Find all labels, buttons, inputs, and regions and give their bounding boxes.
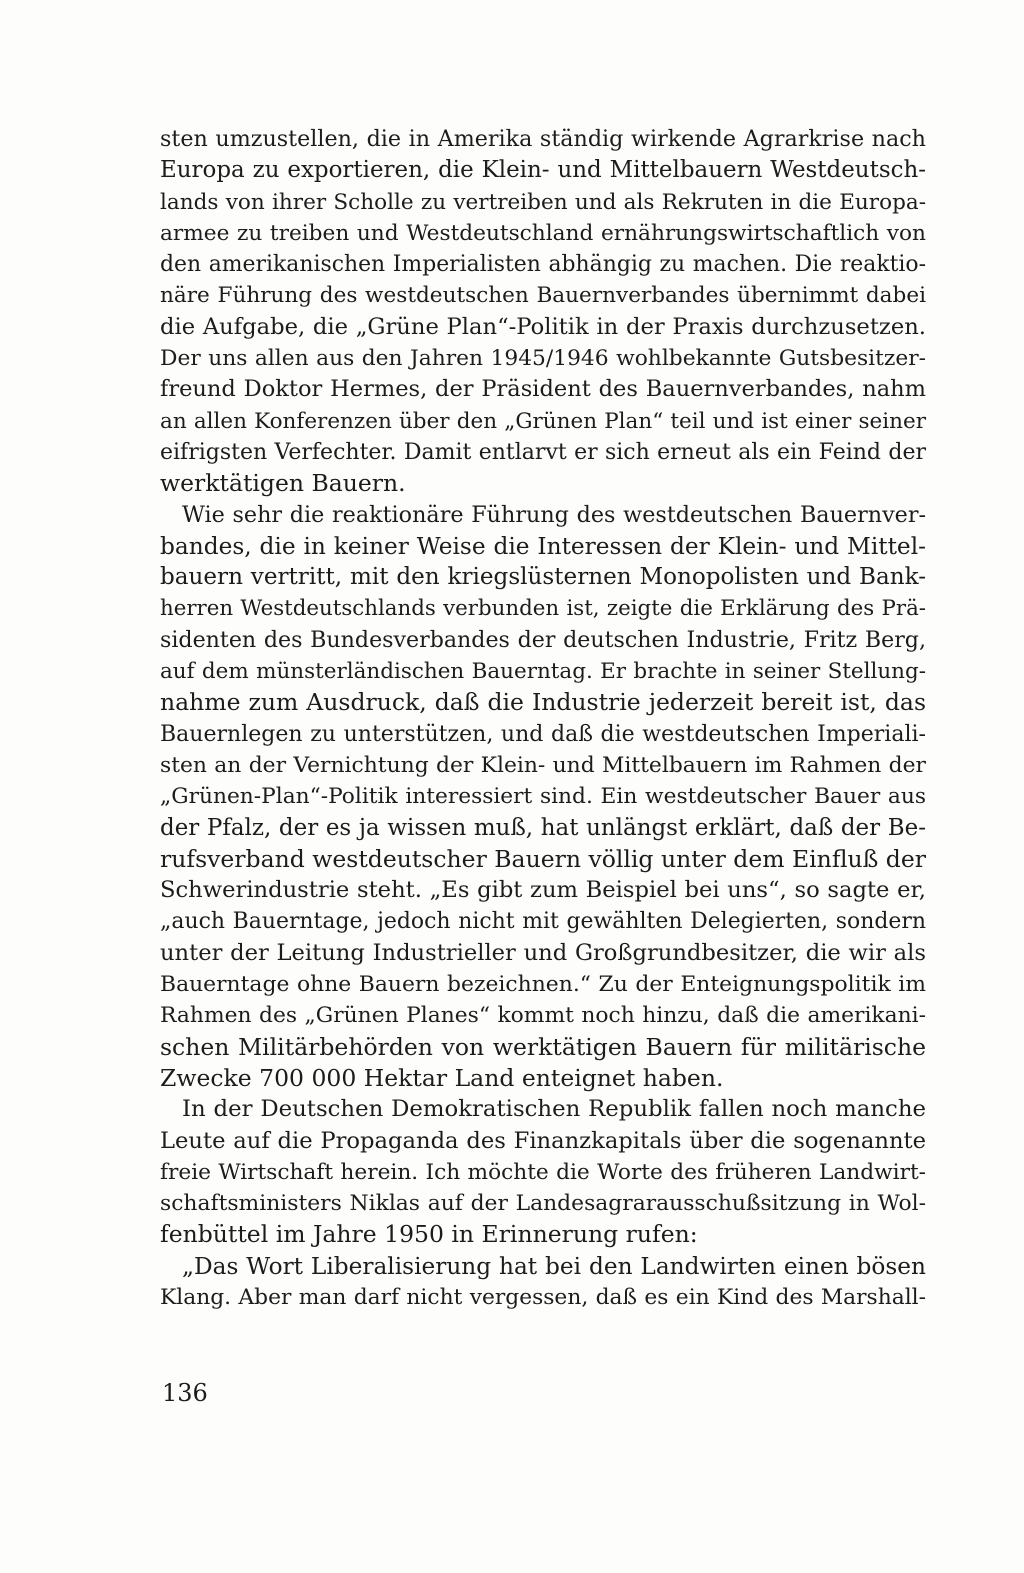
text-line: an allen Konferenzen über den „Grünen Plan“ teil und ist einer seiner (160, 408, 926, 434)
text-line: „auch Bauerntage, jedoch nicht mit gewählten Delegierten, sondern (160, 909, 926, 935)
text-line: der Pfalz, der es ja wissen muß, hat unlängst erklärt, daß der Be- (160, 814, 926, 841)
text-line: freie Wirtschaft herein. Ich möchte die Worte des früheren Landwirt- (160, 1159, 926, 1185)
text-line: lands von ihrer Scholle zu vertreiben und als Rekruten in die Europa- (160, 189, 926, 215)
text-line: sten umzustellen, die in Amerika ständig wirkende Agrarkrise nach (160, 126, 926, 152)
text-line: Europa zu exportieren, die Klein- und Mittelbauern Westdeutsch- (160, 157, 926, 184)
page-number: 136 (162, 1379, 208, 1407)
text-line: bauern vertritt, mit den kriegslüsternen Monopolisten und Bank- (160, 564, 926, 591)
text-line: schen Militärbehörden von werktätigen Bauern für militärische (160, 1032, 926, 1061)
text-line: werktätigen Bauern. (160, 469, 406, 498)
text-line: Bauernlegen zu unterstützen, und daß die westdeutschen Imperiali- (160, 721, 926, 747)
text-line: rufsverband westdeutscher Bauern völlig unter dem Einfluß der (160, 844, 926, 873)
text-line: Wie sehr die reaktionäre Führung des westdeutschen Bauernver- (182, 501, 926, 528)
text-line: schaftsministers Niklas auf der Landesagrarausschußsitzung in Wol- (160, 1191, 926, 1217)
text-line: armee zu treiben und Westdeutschland ernährungswirtschaftlich von (160, 220, 926, 246)
text-line: Klang. Aber man darf nicht vergessen, daß es ein Kind des Marshall- (160, 1284, 926, 1310)
body-text (160, 124, 926, 1313)
text-line: In der Deutschen Demokratischen Republik fallen noch manche (182, 1096, 926, 1123)
text-line: näre Führung des westdeutschen Bauernverbandes übernimmt dabei (160, 283, 926, 309)
text-line: bandes, die in keiner Weise die Interessen der Klein- und Mittel- (160, 532, 926, 560)
text-line: auf dem münsterländischen Bauerntag. Er brachte in seiner Stellung- (160, 659, 926, 685)
text-line: die Aufgabe, die „Grüne Plan“-Politik in der Praxis durchzusetzen. (160, 313, 926, 340)
text-line: sten an der Vernichtung der Klein- und Mittelbauern im Rahmen der (160, 752, 926, 778)
text-line: den amerikanischen Imperialisten abhängig zu machen. Die reaktio- (160, 252, 926, 278)
text-line: freund Doktor Hermes, der Präsident des Bauernverbandes, nahm (160, 376, 926, 403)
text-line: fenbüttel im Jahre 1950 in Erinnerung rufen: (160, 1220, 698, 1249)
text-line: eifrigsten Verfechter. Damit entlarvt er sich erneut als ein Feind der (160, 439, 926, 465)
text-line: Zwecke 700 000 Hektar Land enteignet haben. (160, 1063, 724, 1092)
text-line: Leute auf die Propaganda des Finanzkapitals über die sogenannte (160, 1127, 926, 1154)
text-line: herren Westdeutschlands verbunden ist, zeigte die Erklärung des Prä- (160, 596, 926, 622)
text-line: Bauerntage ohne Bauern bezeichnen.“ Zu der Enteignungspolitik im (160, 972, 926, 998)
text-line: „Das Wort Liberalisierung hat bei den Landwirten einen bösen (182, 1252, 926, 1280)
text-line: „Grünen-Plan“-Politik interessiert sind. Ein westdeutscher Bauer aus (160, 784, 926, 810)
text-line: sidenten des Bundesverbandes der deutschen Industrie, Fritz Berg, (160, 626, 926, 653)
text-line: Rahmen des „Grünen Planes“ kommt noch hinzu, daß die amerikani- (160, 1003, 926, 1029)
text-line: nahme zum Ausdruck, daß die Industrie jederzeit bereit ist, das (160, 688, 926, 717)
text-line: Der uns allen aus den Jahren 1945/1946 wohlbekannte Gutsbesitzer- (160, 346, 926, 372)
text-line: Schwerindustrie steht. „Es gibt zum Beispiel bei uns“, so sagte er, (160, 877, 926, 904)
text-line: unter der Leitung Industrieller und Großgrundbesitzer, die wir als (160, 939, 926, 966)
